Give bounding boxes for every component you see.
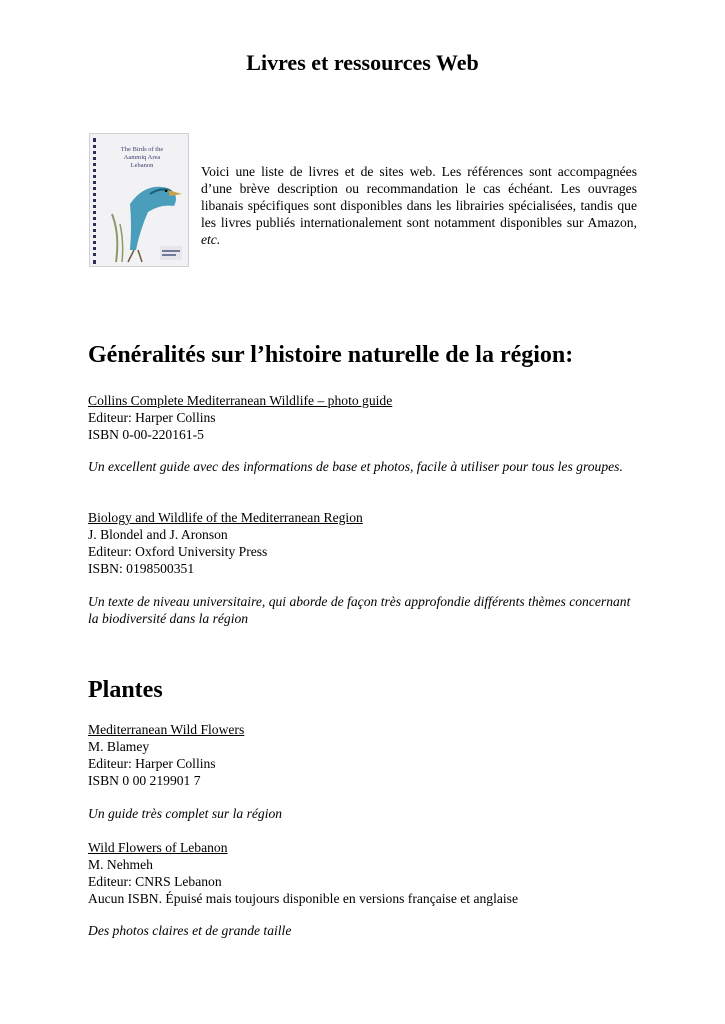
cover-title: The Birds of the Aammiq Area Lebanon <box>120 146 164 169</box>
book-info-line: Editeur: Oxford University Press <box>88 544 268 559</box>
book-info-line: ISBN: 0198500351 <box>88 561 195 576</box>
book-info-line: Editeur: Harper Collins <box>88 756 216 771</box>
book-comment: Des photos claires et de grande taille <box>88 923 292 938</box>
book-info-line: ISBN 0-00-220161-5 <box>88 427 204 442</box>
heron-illustration <box>90 134 189 267</box>
book-info-line: Aucun ISBN. Épuisé mais toujours disponible en versions française et anglaise <box>88 891 519 906</box>
book-info-line: Editeur: Harper Collins <box>88 410 216 425</box>
book-entry <box>88 509 648 577</box>
book-entry <box>88 721 648 789</box>
book-info-line: M. Nehmeh <box>88 857 153 872</box>
book-title: Mediterranean Wild Flowers <box>88 722 245 737</box>
book-entry <box>88 392 648 443</box>
book-comment: Un guide très complet sur la région <box>88 806 283 821</box>
book-title: Collins Complete Mediterranean Wildlife – photo guide <box>88 393 393 408</box>
book-info-line: M. Blamey <box>88 739 150 754</box>
book-comment: Un excellent guide avec des informations de base et photos, facile à utiliser pour tous les groupes. <box>88 459 623 474</box>
book-title: Wild Flowers of Lebanon <box>88 840 228 855</box>
book-entry <box>88 839 648 907</box>
book-cover-image <box>89 133 189 267</box>
section-heading-plants: Plantes <box>88 677 163 703</box>
book-title: Biology and Wildlife of the Mediterranean Region <box>88 510 363 525</box>
intro-paragraph: Voici une liste de livres et de sites web. Les références sont accompagnées d’une brève description ou recommandation le cas échéant. Les ouvrages libanais spécifiques sont disponibles dans les librairies spécialisées, tandis que les livres publiés internationalement sont notamment disponibles sur Amazon, etc. <box>201 164 637 247</box>
page-title: Livres et ressources Web <box>246 50 479 75</box>
book-info-line: J. Blondel and J. Aronson <box>88 527 228 542</box>
book-info-line: ISBN 0 00 219901 7 <box>88 773 201 788</box>
book-info-line: Editeur: CNRS Lebanon <box>88 874 222 889</box>
book-comment: Un texte de niveau universitaire, qui aborde de façon très approfondie différents thèmes concernant la biodiversité dans la région <box>88 594 631 626</box>
section-heading-general: Généralités sur l’histoire naturelle de la région: <box>88 342 574 368</box>
